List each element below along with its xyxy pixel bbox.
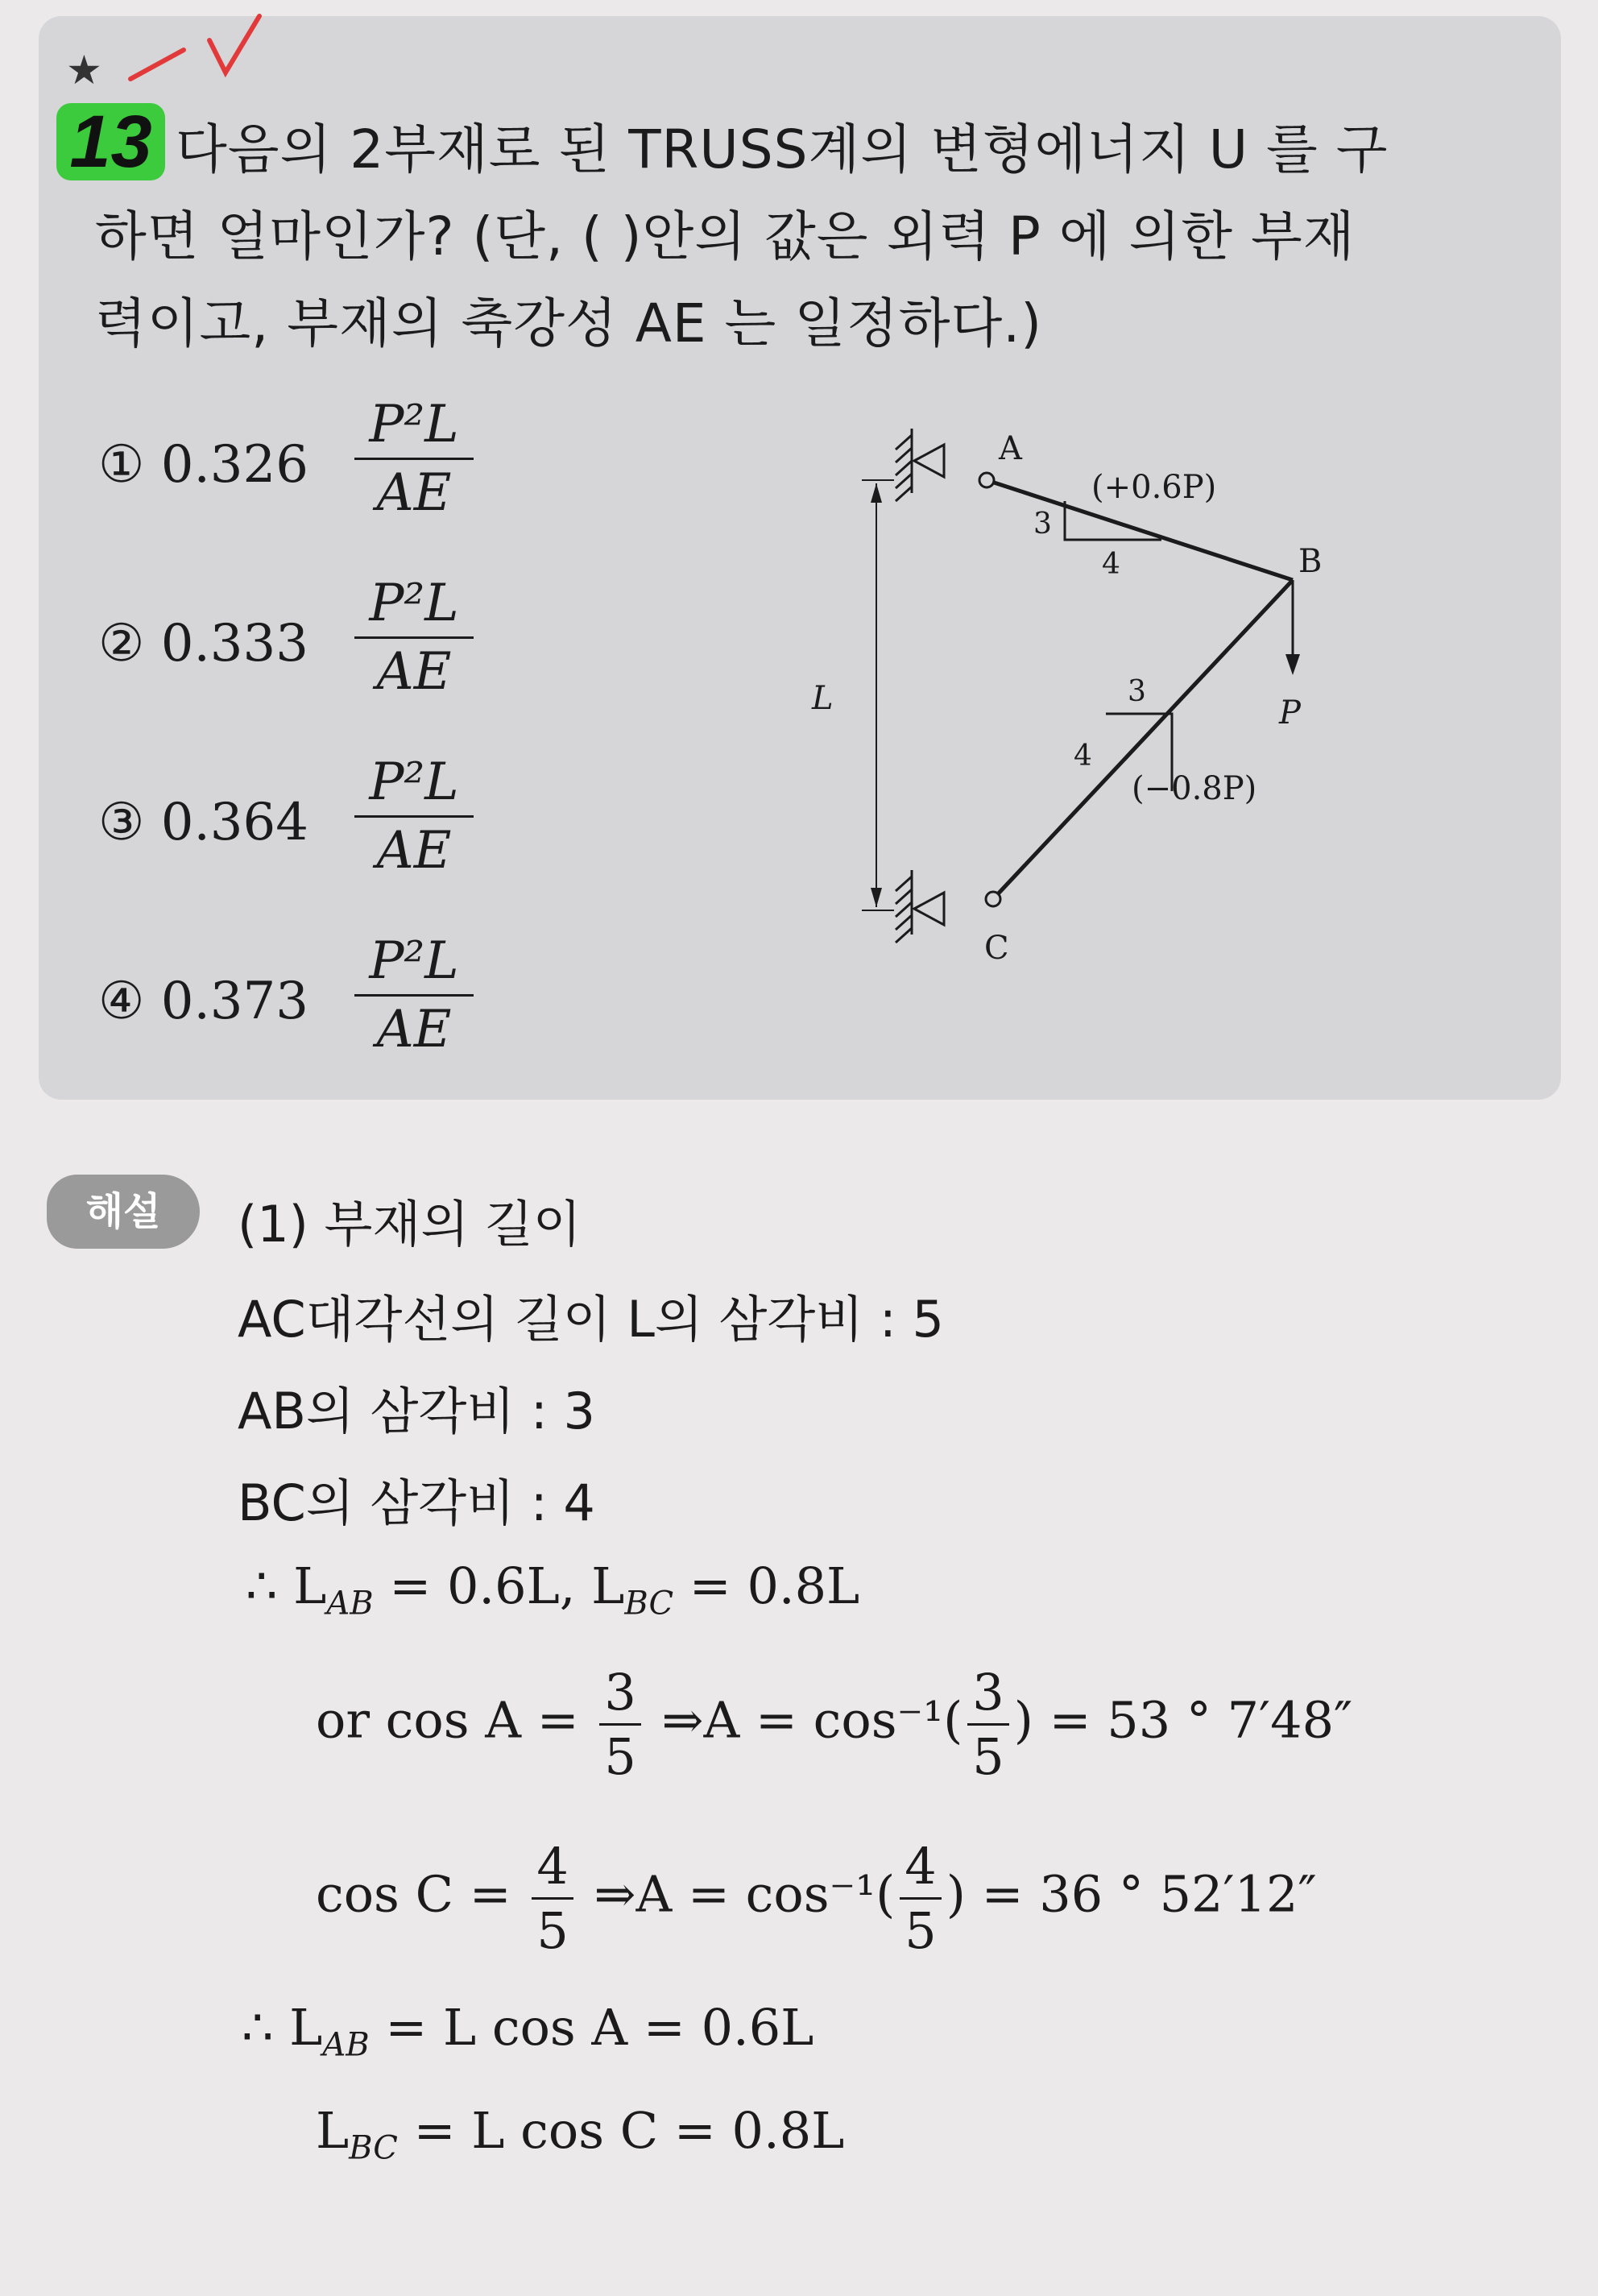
solution-cos-c: cos C = $\frac{4}{5}$ ⇒A = cos⁻¹( $\frac{4}{5}$ ) = 36 ° 52′12″ bbox=[316, 1837, 1317, 1960]
support-c-hatch bbox=[896, 870, 912, 943]
solution-lengths-1: ∴ $L_{AB} = 0.6L$, $L_{BC} = 0.8L$ bbox=[246, 1556, 860, 1623]
solution-line-4: BC의 삼각비 : 4 bbox=[238, 1473, 595, 1532]
node-b-label: B bbox=[1298, 543, 1323, 580]
solution-cos-a: or cos A = $\frac{3}{5}$ ⇒A = cos⁻¹( $\frac{3}{5}$ ) = 53 ° 7′48″ bbox=[316, 1663, 1353, 1786]
option-2-label: ② 0.333 bbox=[98, 614, 308, 673]
length-label: L bbox=[812, 680, 834, 717]
support-c-pin bbox=[914, 893, 944, 925]
slope-bc-rise: 4 bbox=[1074, 740, 1092, 773]
check-mark-annotation bbox=[121, 8, 282, 97]
solution-line-2: AC대각선의 길이 L의 삼각비 : 5 bbox=[238, 1290, 944, 1349]
truss-diagram bbox=[805, 403, 1369, 991]
slope-ab-run: 4 bbox=[1102, 548, 1120, 581]
force-ab-label: (+0.6P) bbox=[1091, 469, 1217, 506]
slope-ab-rise: 3 bbox=[1033, 508, 1052, 541]
load-label: P bbox=[1279, 694, 1301, 731]
member-bc bbox=[993, 580, 1293, 899]
solution-line-1: (1) 부재의 길이 bbox=[238, 1195, 582, 1254]
question-text-line3: 력이고, 부재의 축강성 AE 는 일정하다.) bbox=[95, 292, 1043, 354]
node-c bbox=[986, 892, 1000, 906]
node-c-label: C bbox=[984, 930, 1009, 967]
solution-lengths-2: ∴ $L_{AB} = L$ cos A = 0.6L bbox=[242, 1998, 814, 2064]
support-a-hatch bbox=[896, 429, 912, 501]
option-3-fraction: $\frac{\text{P²L}}{AE}$ bbox=[354, 752, 474, 881]
load-arrow-head bbox=[1285, 654, 1300, 675]
option-1-label: ① 0.326 bbox=[98, 435, 308, 495]
option-1-fraction: $\frac{\text{P²L}}{AE}$ bbox=[354, 395, 474, 523]
support-a-pin bbox=[914, 445, 944, 477]
option-4-label: ④ 0.373 bbox=[98, 972, 308, 1031]
option-2-fraction: $\frac{\text{P²L}}{AE}$ bbox=[354, 574, 474, 702]
solution-lengths-3: $L_{BC} = L$ cos C = 0.8L bbox=[316, 2101, 845, 2167]
question-text-line1: 다음의 2부재로 된 TRUSS계의 변형에너지 U 를 구 bbox=[176, 118, 1389, 180]
node-a bbox=[979, 473, 994, 487]
solution-line-3: AB의 삼각비 : 3 bbox=[238, 1382, 595, 1440]
option-4-fraction: $\frac{\text{P²L}}{AE}$ bbox=[354, 931, 474, 1059]
solution-badge: 해설 bbox=[47, 1175, 200, 1249]
option-3-label: ③ 0.364 bbox=[98, 793, 308, 852]
question-number: 13 bbox=[56, 103, 165, 180]
node-a-label: A bbox=[999, 430, 1022, 467]
force-bc-label: (−0.8P) bbox=[1132, 770, 1257, 807]
slope-bc-run: 3 bbox=[1128, 675, 1146, 708]
question-text-line2: 하면 얼마인가? (단, ( )안의 값은 외력 P 에 의한 부재 bbox=[95, 205, 1356, 267]
star-icon: ★ bbox=[66, 47, 102, 93]
